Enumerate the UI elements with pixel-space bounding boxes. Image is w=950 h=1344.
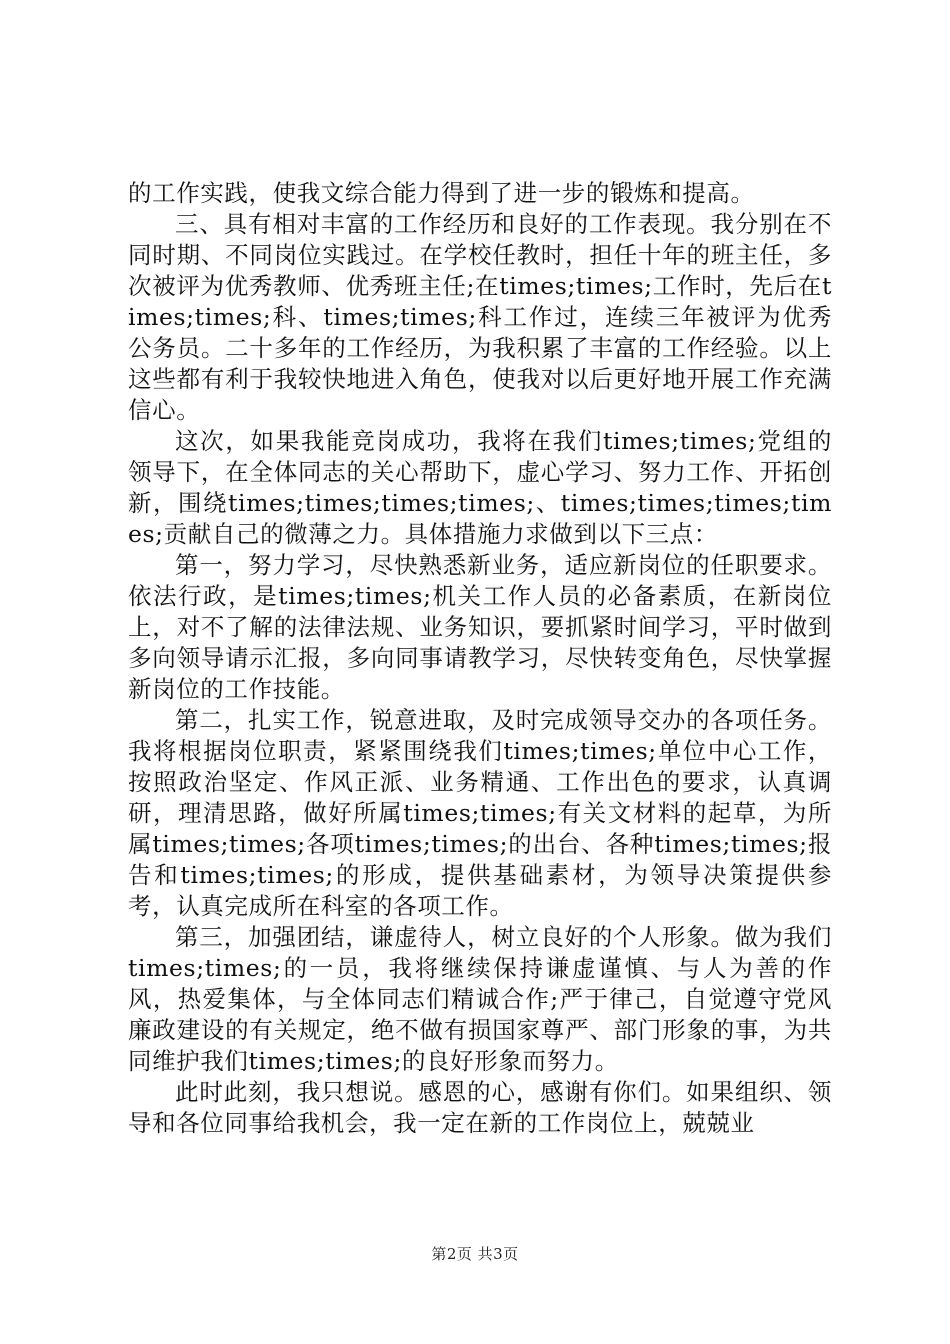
- page-number-footer: 第2页 共3页: [431, 1245, 519, 1263]
- paragraph-point-one: 第一，努力学习，尽快熟悉新业务，适应新岗位的任职要求。依法行政，是times;times;机关工作人员的必备素质，在新岗位上，对不了解的法律法规、业务知识，要抓紧时间学习，平时做到多向领导请示汇报，多向同事请教学习，尽快转变角色，尽快掌握新岗位的工作技能。: [128, 551, 832, 703]
- paragraph-plan-intro: 这次，如果我能竞岗成功，我将在我们times;times;党组的领导下，在全体同志的关心帮助下，虚心学习、努力工作、开拓创新，围绕times;times;times;times;、times;times;times;times;贡献自己的微薄之力。具体措施力求做到以下三点：: [128, 427, 832, 548]
- paragraph-closing: 此时此刻，我只想说。感恩的心，感谢有你们。如果组织、领导和各位同事给我机会，我一定在新的工作岗位上，兢兢业: [128, 1078, 832, 1137]
- paragraph-experience: 三、具有相对丰富的工作经历和良好的工作表现。我分别在不同时期、不同岗位实践过。在学校任教时，担任十年的班主任，多次被评为优秀教师、优秀班主任;在times;times;工作时，先后在times;times;科、times;times;科工作过，连续三年被评为优秀公务员。二十多年的工作经历，为我积累了丰富的工作经验。以上这些都有利于我较快地进入角色，使我对以后更好地开展工作充满信心。: [128, 210, 832, 424]
- paragraph-point-three: 第三，加强团结，谦虚待人，树立良好的个人形象。做为我们times;times;的一员，我将继续保持谦虚谨慎、与人为善的作风，热爱集体，与全体同志们精诚合作;严于律己，自觉遵守党风廉政建设的有关规定，绝不做有损国家尊严、部门形象的事，为共同维护我们times;times;的良好形象而努力。: [128, 923, 832, 1075]
- paragraph-point-two: 第二，扎实工作，锐意进取，及时完成领导交办的各项任务。我将根据岗位职责，紧紧围绕我们times;times;单位中心工作，按照政治坚定、作风正派、业务精通、工作出色的要求，认真调研，理清思路，做好所属times;times;有关文材料的起草，为所属times;times;各项times;times;的出台、各种times;times;报告和times;times;的形成，提供基础素材，为领导决策提供参考，认真完成所在科室的各项工作。: [128, 706, 832, 920]
- paragraph-continuation: 的工作实践，使我文综合能力得到了进一步的锻炼和提高。: [128, 179, 755, 207]
- document-body: [128, 178, 832, 1139]
